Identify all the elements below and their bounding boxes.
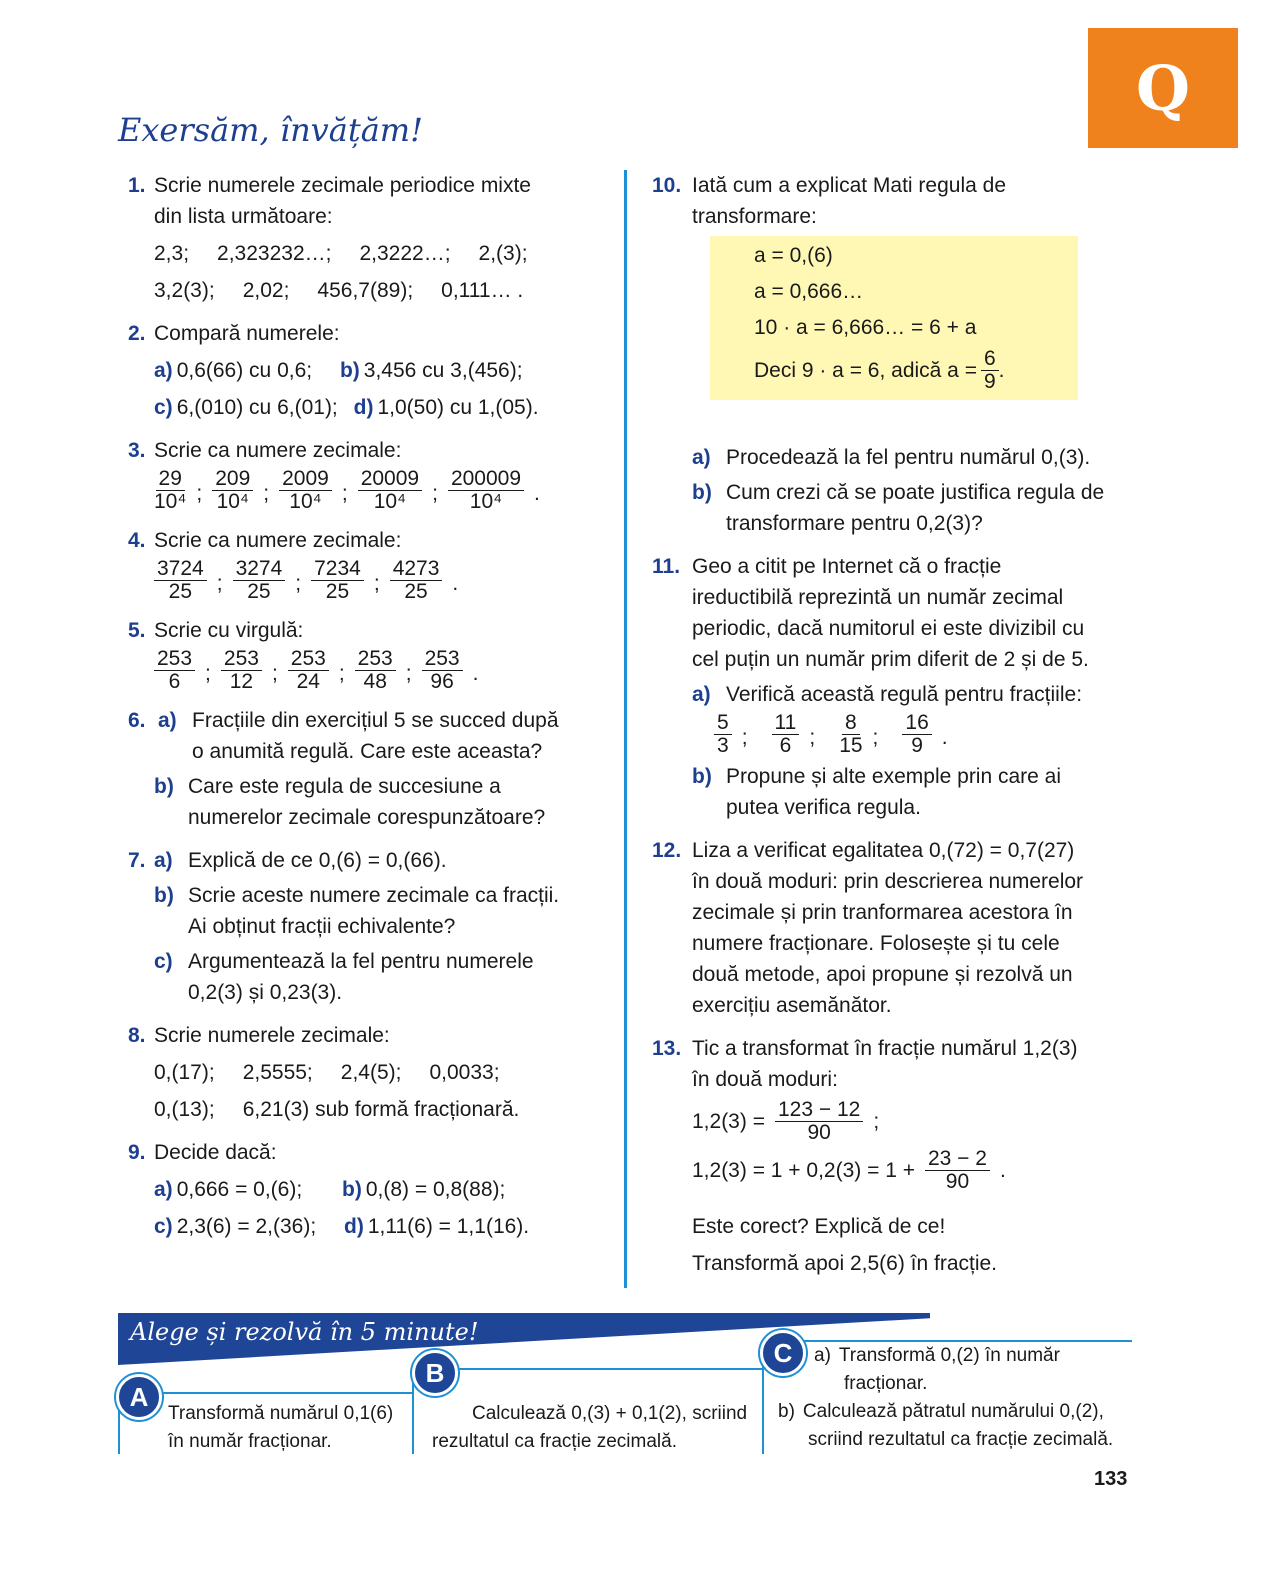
item-text: Propune și alte exemple prin care ai: [726, 765, 1062, 788]
exercise-text: în două moduri: prin descrierea numerelor: [692, 870, 1084, 893]
fraction: $\frac{253}{12}$: [221, 648, 262, 693]
item-text: 3,456 cu 3,(456);: [363, 359, 523, 382]
item-text: Explică de ce 0,(6) = 0,(66).: [188, 849, 447, 872]
fraction: $\frac{253}{24}$: [288, 648, 329, 693]
item-text: Procedează la fel pentru numărul 0,(3).: [726, 446, 1091, 469]
item-label: b): [692, 765, 712, 788]
item-label: b): [154, 775, 174, 798]
exercise-9: [128, 1137, 608, 1242]
fraction: $\frac{253}{96}$: [422, 648, 463, 693]
exercise-number: 2.: [128, 322, 146, 345]
fraction: $\frac{8}{15}$: [839, 711, 863, 757]
fraction: $\frac{209}{\text{10⁴}}$: [212, 468, 253, 513]
fraction: $\frac{3274}{25}$: [233, 558, 286, 603]
explanation-box: a = 0,(6) a = 0,666… 10 · a = 6,666… = 6 + a Deci 9 · a = 6, adică a = $\frac{6}{9}$ .: [710, 236, 1078, 400]
box-line: a = 0,666…: [754, 280, 864, 303]
exercise-text: zecimale și prin tranformarea acestora în: [692, 901, 1073, 924]
exercise-text: Decide dacă:: [154, 1141, 277, 1164]
exercise-4: [128, 525, 608, 603]
item-text: numerelor zecimale corespunzătoare?: [188, 806, 546, 829]
list-item: 2,3222…;: [359, 242, 451, 265]
list-item: 2,02;: [242, 279, 290, 302]
item-text: 0,666 = 0,(6);: [176, 1178, 303, 1201]
fraction: $\frac{253}{6}$: [154, 648, 195, 693]
item-text: 1,0(50) cu 1,(05).: [377, 396, 539, 419]
exercise-text: ireductibilă reprezintă un număr zecimal: [692, 586, 1064, 609]
exercise-text: Scrie cu virgulă:: [154, 619, 304, 642]
exercise-11: [652, 551, 1142, 823]
column-divider: [624, 170, 627, 1288]
item-text: 2,3(6) = 2,(36);: [176, 1215, 317, 1238]
item-label: b): [339, 359, 360, 382]
item-text: putea verifica regula.: [726, 796, 921, 819]
item-text: Ai obținut fracții echivalente?: [188, 915, 456, 938]
fraction-list: $\frac{5}{3}$ ; $\frac{11}{6}$ ; $\frac{8}{15}$ ; $\frac{16}{9}$ .: [714, 712, 1142, 757]
exercise-text: în două moduri:: [692, 1068, 838, 1091]
fraction: $\frac{20009}{\text{10⁴}}$: [358, 468, 422, 513]
fraction: $\frac{2009}{\text{10⁴}}$: [279, 468, 332, 513]
exercise-text: Transformă apoi 2,5(6) în fracție.: [692, 1252, 998, 1275]
task-c: a) Transformă 0,(2) în număr fracționar. b) Calculează pătratul numărului 0,(2), scriind rezultatul ca fracție zecimală.: [778, 1345, 1114, 1450]
badge-a: A: [116, 1374, 162, 1420]
equation-text: 1,2(3) = 1 + 0,2(3) = 1 +: [692, 1159, 915, 1182]
exercise-1: [128, 170, 608, 306]
exercise-text: Tic a transformat în fracție numărul 1,2(3): [692, 1037, 1078, 1060]
number-list: [154, 275, 608, 306]
fraction: $\frac{11}{6}$: [772, 712, 800, 757]
exercise-5: [128, 615, 608, 693]
item-text: Fracțiile din exercițiul 5 se succed după: [192, 709, 559, 732]
fraction: $\frac{4273}{25}$: [390, 558, 443, 603]
fraction: $\frac{123 - 12}{90}$: [775, 1099, 863, 1144]
list-item: 2,(3);: [478, 242, 528, 265]
left-column: [128, 170, 608, 1254]
number-list: [154, 1057, 608, 1088]
exercise-3: [128, 435, 608, 513]
list-item: 2,3;: [154, 242, 190, 265]
fraction: $\frac{6}{9}$: [981, 348, 999, 393]
exercise-text: Scrie numerele zecimale periodice mixte: [154, 174, 531, 197]
exercise-text: exercițiu asemănător.: [692, 994, 892, 1017]
badge-c: C: [760, 1330, 806, 1376]
exercise-8: [128, 1020, 608, 1125]
exercise-number: 10.: [652, 174, 682, 197]
exercise-text: numere fracționare. Folosește și tu cele: [692, 932, 1060, 955]
fraction-list: $\frac{253}{6}$ ; $\frac{253}{12}$ ; $\frac{253}{24}$ ; $\frac{253}{48}$ ; $\frac{253}{96}$ .: [154, 648, 608, 693]
number-list: [154, 238, 608, 269]
equation-text: 1,2(3) =: [692, 1110, 765, 1133]
box-line: 10 · a = 6,666… = 6 + a: [754, 316, 977, 339]
exercise-6: [128, 705, 608, 833]
exercise-text: Scrie ca numere zecimale:: [154, 439, 402, 462]
item-label: a): [158, 709, 177, 732]
item-text: Scrie aceste numere zecimale ca fracții.: [188, 884, 560, 907]
item-text: Argumentează la fel pentru numerele: [188, 950, 534, 973]
exercise-number: 7.: [128, 849, 146, 872]
item-label: c): [154, 1215, 173, 1238]
section-title: Exersăm, învățăm!: [118, 111, 423, 149]
list-item: 456,7(89);: [317, 279, 414, 302]
frame-line: [436, 1368, 762, 1370]
box-line: Deci 9 · a = 6, adică a =: [754, 359, 977, 382]
item-label: d): [353, 396, 374, 419]
exercise-text: periodic, dacă numitorul ei este divizibil cu: [692, 617, 1085, 640]
fraction: $\frac{16}{9}$: [902, 712, 931, 757]
exercise-number: 13.: [652, 1037, 682, 1060]
fraction: $\frac{23 - 2}{90}$: [925, 1148, 990, 1193]
list-item: 6,21(3) sub formă fracționară.: [242, 1098, 520, 1121]
exercise-number: 3.: [128, 439, 146, 462]
item-text: 0,2(3) și 0,23(3).: [188, 981, 343, 1004]
item-label: d): [344, 1215, 364, 1238]
fraction: $\frac{7234}{25}$: [311, 558, 364, 603]
item-label: a): [692, 446, 711, 469]
number-list: [154, 1094, 608, 1125]
list-item: 2,5555;: [242, 1061, 313, 1084]
exercise-number: 12.: [652, 839, 682, 862]
list-item: 0,0033;: [429, 1061, 500, 1084]
banner-title: Alege și rezolvă în 5 minute!: [130, 1318, 479, 1346]
exercise-number: 8.: [128, 1024, 146, 1047]
exercise-text: Geo a citit pe Internet că o fracție: [692, 555, 1002, 578]
right-column: [652, 170, 1142, 1291]
exercise-text: transformare:: [692, 205, 817, 228]
exercise-text: două metode, apoi propune și rezolvă un: [692, 963, 1073, 986]
item-label: c): [154, 950, 173, 973]
fraction: $\frac{253}{48}$: [355, 648, 396, 693]
item-text: transformare pentru 0,2(3)?: [726, 512, 983, 535]
fraction: $\frac{29}{\text{10⁴}}$: [154, 467, 187, 513]
item-text: 0,(8) = 0,8(88);: [365, 1178, 506, 1201]
item-text: o anumită regulă. Care este aceasta?: [192, 740, 543, 763]
exercise-7: [128, 845, 608, 1008]
badge-b: B: [412, 1350, 458, 1396]
frame-line: [140, 1392, 412, 1394]
item-label: a): [154, 1178, 173, 1201]
exercise-2: [128, 318, 608, 423]
item-text: 0,6(66) cu 0,6;: [176, 359, 313, 382]
list-item: 0,(13);: [154, 1098, 215, 1121]
item-text: Verifică această regulă pentru fracțiile:: [726, 683, 1083, 706]
list-item: 2,4(5);: [340, 1061, 402, 1084]
exercise-10: [652, 170, 1142, 232]
exercise-text: Scrie ca numere zecimale:: [154, 529, 402, 552]
item-label: a): [154, 359, 173, 382]
item-text: 6,(010) cu 6,(01);: [176, 396, 338, 419]
chapter-badge: Q: [1088, 28, 1238, 148]
item-label: b): [692, 481, 712, 504]
list-item: 2,323232…;: [217, 242, 332, 265]
item-text: Care este regula de succesiune a: [188, 775, 501, 798]
fraction: $\frac{3724}{25}$: [154, 558, 207, 603]
exercise-text: Este corect? Explică de ce!: [692, 1215, 946, 1238]
fraction: $\frac{5}{3}$: [714, 712, 732, 757]
exercise-number: 1.: [128, 174, 146, 197]
task-b: Calculează 0,(3) + 0,1(2), scriind rezultatul ca fracție zecimală.: [432, 1403, 748, 1452]
fraction-list: $\frac{3724}{25}$ ; $\frac{3274}{25}$ ; $\frac{7234}{25}$ ; $\frac{4273}{25}$ .: [154, 558, 608, 603]
exercise-text: Compară numerele:: [154, 322, 340, 345]
exercise-12: [652, 835, 1142, 1021]
item-text: 1,11(6) = 1,1(16).: [367, 1215, 530, 1238]
exercise-text: Iată cum a explicat Mati regula de: [692, 174, 1006, 197]
exercise-text: Scrie numerele zecimale:: [154, 1024, 390, 1047]
exercise-13: 13. Tic a transformat în fracție numărul 1,2(3) în două moduri: 1,2(3) = $\frac{123 - 12}{90}$ ; 1,2(3) = 1 + 0,2(3) = 1 + $\frac{23 - 2}{90}$ . Este corect? Explică de ce! Transformă apoi 2,5(6) în fracție.: [652, 1033, 1142, 1279]
item-label: c): [154, 396, 173, 419]
exercise-10-tasks: [652, 442, 1142, 539]
exercise-text: Liza a verificat egalitatea 0,(72) = 0,7(27): [692, 839, 1075, 862]
fraction: $\frac{200009}{\text{10⁴}}$: [448, 468, 524, 513]
item-label: b): [342, 1178, 362, 1201]
list-item: 0,(17);: [154, 1061, 215, 1084]
item-label: a): [154, 849, 173, 872]
box-line: a = 0,(6): [754, 244, 833, 267]
item-label: b): [154, 884, 174, 907]
item-label: a): [692, 683, 711, 706]
task-a: Transformă numărul 0,1(6) în număr fracționar.: [168, 1403, 394, 1452]
exercise-number: 9.: [128, 1141, 146, 1164]
exercise-number: 5.: [128, 619, 146, 642]
list-item: 3,2(3);: [154, 279, 215, 302]
list-item: 0,111… .: [441, 279, 524, 302]
exercise-text: din lista următoare:: [154, 205, 333, 228]
exercise-text: cel puțin un număr prim diferit de 2 și de 5.: [692, 648, 1089, 671]
exercise-number: 6.: [128, 709, 146, 732]
item-text: Cum crezi că se poate justifica regula de: [726, 481, 1105, 504]
exercise-number: 4.: [128, 529, 146, 552]
fraction-list: $\frac{29}{\text{10⁴}}$ ; $\frac{209}{\text{10⁴}}$ ; $\frac{2009}{\text{10⁴}}$ ; $\frac{20009}{\text{10⁴}}$ ; $\frac{200009}{\text{10⁴}}$ .: [154, 467, 540, 513]
exercise-number: 11.: [652, 555, 681, 578]
page-number: 133: [1094, 1468, 1128, 1490]
